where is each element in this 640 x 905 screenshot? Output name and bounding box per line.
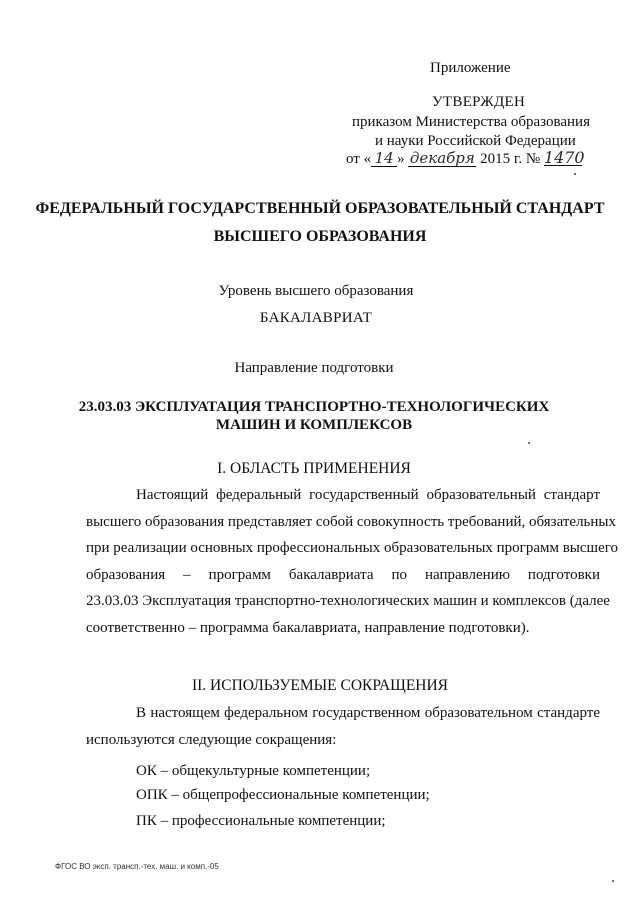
date-prefix: от « [346,151,372,167]
scan-speck [528,442,530,444]
section-1-heading: I. ОБЛАСТЬ ПРИМЕНЕНИЯ [217,460,411,477]
date-day: 14 [371,151,397,167]
paragraph-line: 23.03.03 Эксплуатация транспортно-технологических машин и комплексов (далее [86,593,610,609]
scan-speck [612,880,614,882]
paragraph-line: используются следующие сокращения: [86,731,337,748]
order-date-line [346,148,585,168]
direction-title-line-1: 23.03.03 ЭКСПЛУАТАЦИЯ ТРАНСПОРТНО-ТЕХНОЛОГИЧЕСКИХ [78,399,550,415]
document-title-line-1: ФЕДЕРАЛЬНЫЙ ГОСУДАРСТВЕННЫЙ ОБРАЗОВАТЕЛЬНЫЙ СТАНДАРТ [35,200,605,217]
date-year: 2015 г. № [480,151,541,167]
section-2-heading: II. ИСПОЛЬЗУЕМЫЕ СОКРАЩЕНИЯ [191,677,449,694]
list-item: ОК – общекультурные компетенции; [136,763,371,779]
appendix-label: Приложение [430,60,511,76]
paragraph-line: В настоящем федеральном государственном образовательном стандарте [136,705,600,721]
list-item: ПК – профессиональные компетенции; [136,813,386,829]
education-level-label: Уровень высшего образования [218,283,414,299]
document-title-line-2: ВЫСШЕГО ОБРАЗОВАНИЯ [213,228,427,245]
paragraph-line: Настоящий федеральный государственный образовательный стандарт [136,487,600,503]
scan-speck [574,173,576,175]
paragraph-line: высшего образования представляет собой совокупность требований, обязательных [86,513,616,530]
paragraph-line: соответственно – программа бакалавриата, направление подготовки). [86,619,530,636]
footer-note: ФГОС ВО эксп. трансп.-тех. маш. и комп.-05 [55,862,219,871]
paragraph-line: при реализации основных профессиональных образовательных программ высшего [86,540,619,556]
direction-label: Направление подготовки [234,360,394,376]
list-item: ОПК – общепрофессиональные компетенции; [136,787,430,803]
approved-label: УТВЕРЖДЕН [432,94,526,110]
section-2-paragraph [86,700,600,753]
date-month: декабря [409,149,475,167]
direction-title-line-2: МАШИН И КОМПЛЕКСОВ [215,417,413,433]
date-mid: » [397,151,405,167]
paragraph-line: образования – программ бакалавриата по направлению подготовки [86,566,600,583]
order-line-1: приказом Министерства образования [352,114,590,130]
education-level-value: БАКАЛАВРИАТ [259,310,373,326]
section-1-paragraph [86,482,619,641]
order-line-2: и науки Российской Федерации [375,133,576,149]
order-number: 1470 [543,148,585,167]
